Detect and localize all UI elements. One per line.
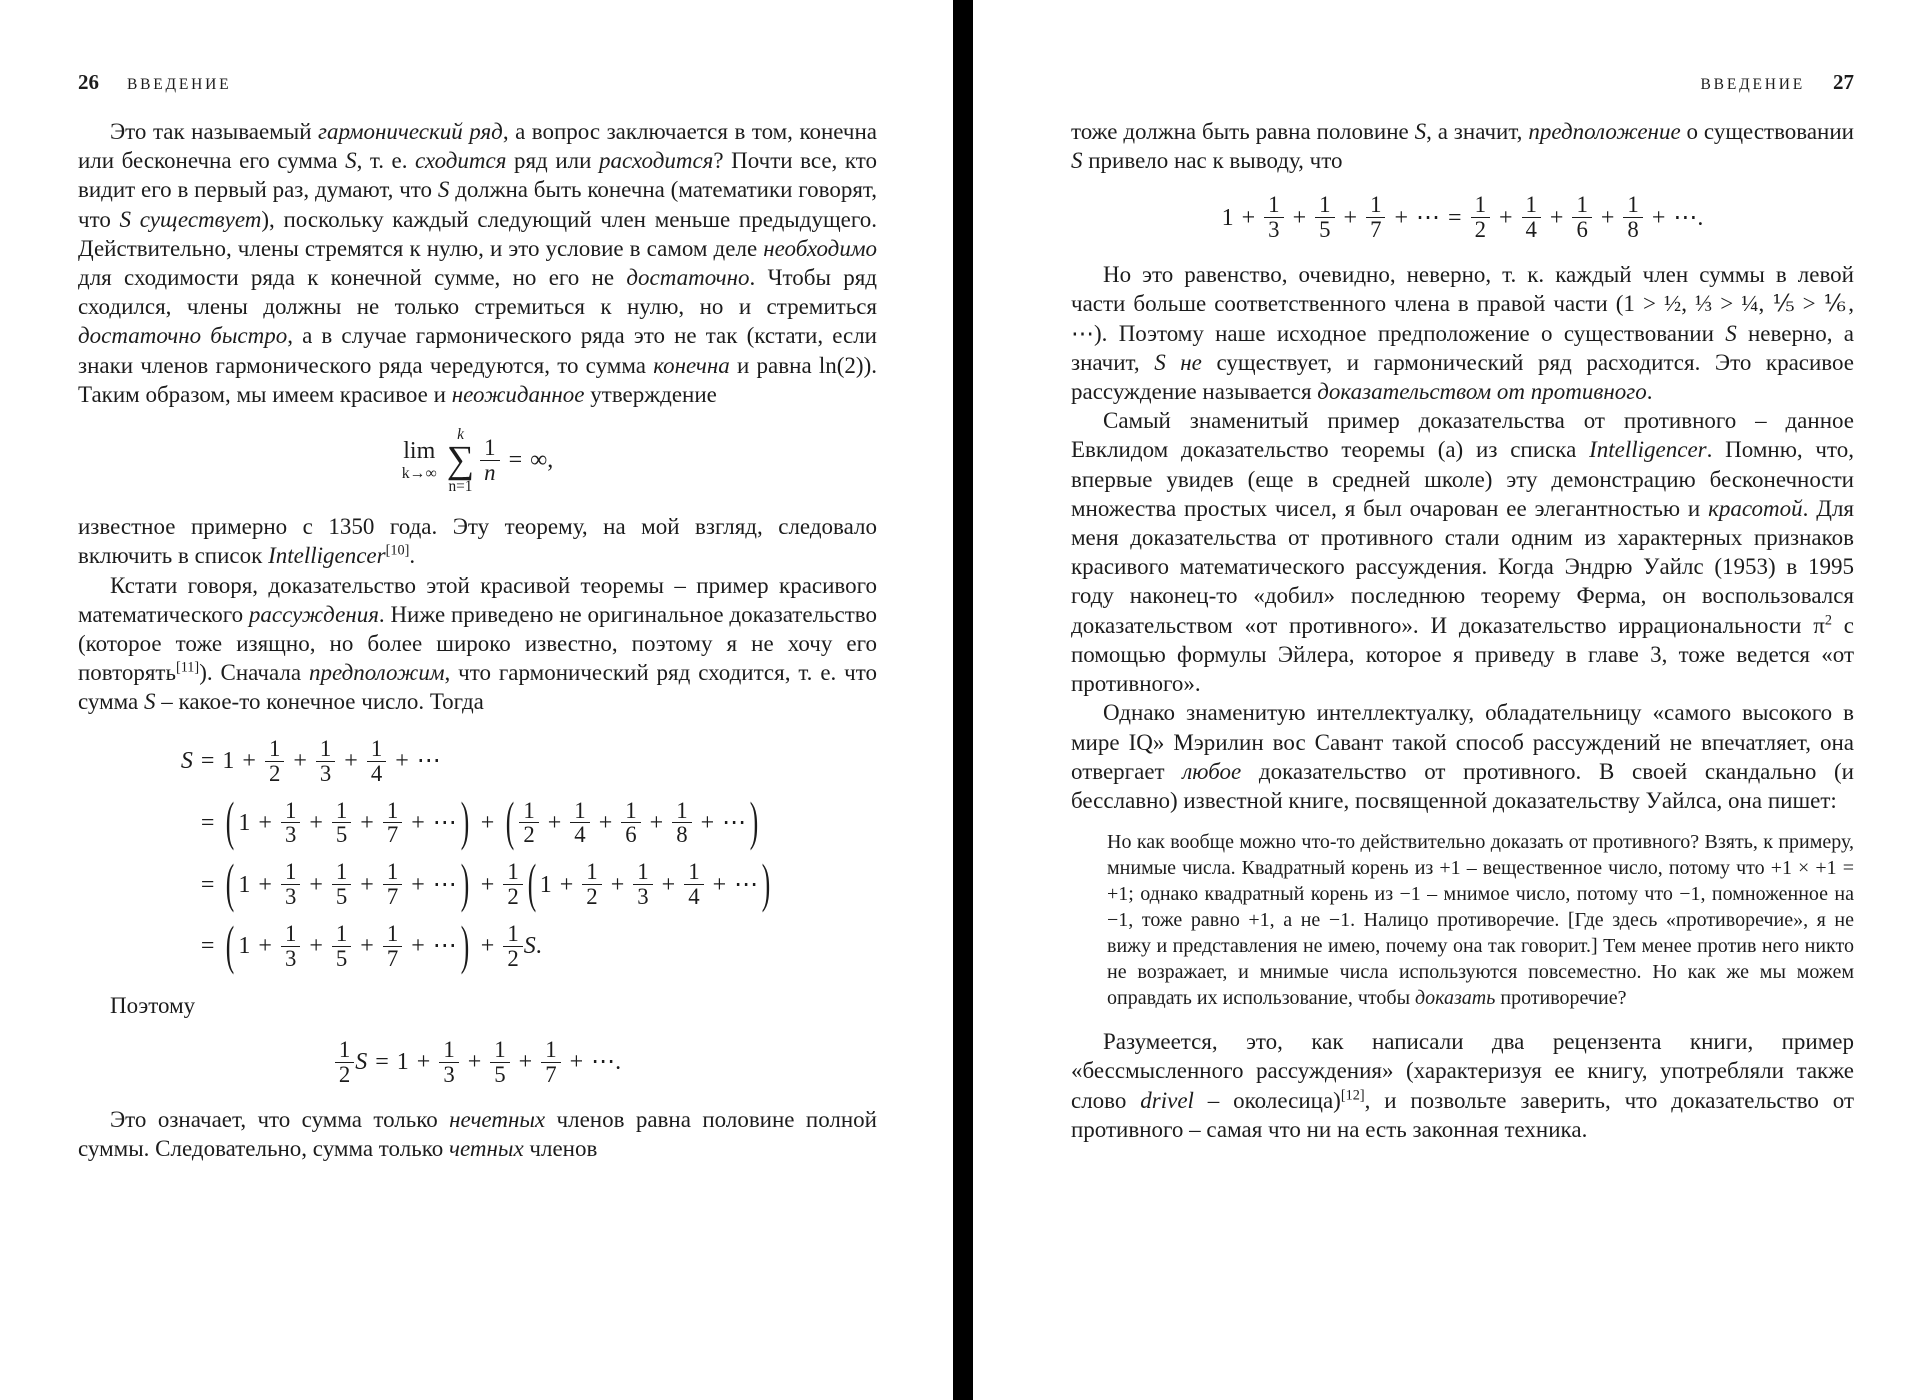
para-even-members-continuation: тоже должна быть равна половине S, а значит, предположение о существовании S привело нас к выводу, что xyxy=(1071,119,1854,174)
equation-line-rhs: = ( 1 + $\frac{1}{3}$ + $\frac{1}{5}$ + $\frac{1}{7}$ + ⋯ ) + ( 1 2 + $\frac{1}{4}$ + $\frac{1}{6}$ + $\frac{1}{8}$ + ⋯ ) xyxy=(200,792,759,852)
running-head-right xyxy=(1071,70,1854,95)
para-known-since-1350: известное примерно с 1350 года. Эту теорему, на мой взгляд, следовало включить в список Intelligencer[10]. xyxy=(78,514,877,569)
equation-array-s-decomposition xyxy=(78,735,877,976)
para-harmonic-series-intro: Это так называемый гармонический ряд, а вопрос заключается в том, конечна или бесконечна его сумма S, т. е. сходится ряд или расходится? Почти все, кто видит его в первый раз, думают, что S должна быть конечна (математики говорят, что S существует), поскольку каждый следующий член меньше предыдущего. Действительно, члены стремятся к нулю, и это условие в самом деле необходимо для сходимости ряда к конечной сумме, но его не достаточно. Чтобы ряд сходился, члены должны не только стремиться к нулю, но и стремиться достаточно быстро, а в случае гармонического ряда это не так (кстати, если знаки членов гармонического ряда чередуются, то сумма конечна и равна ln(2)). Таким образом, мы имеем красивое и неожиданное утверждение xyxy=(78,119,878,407)
equation-line-lhs xyxy=(181,860,193,909)
para-euclid-proof-example: Самый знаменитый пример доказательства от противного – данное Евклидом доказательство теоремы (а) из списка Intelligencer. Помню, что, впервые увидев (еще в средней школе) эту демонстрацию бесконечности множества простых чисел, я был очарован ее элегантностью и красотой. Для меня доказательства от противного стали одним из характерных признаков красивого математического рассуждения. Когда Эндрю Уайлс (1953) в 1995 году наконец-то «добил» последнюю теорему Ферма, он воспользовался доказательством «от противного». И доказательство иррациональности $\pi^2$ с помощью формулы Эйлера, которое я приведу в главе 3, тоже ведется «от противного». xyxy=(1071,408,1854,697)
page-left xyxy=(0,0,953,1400)
equation-line-lhs xyxy=(181,799,193,848)
running-title-left: ВВЕДЕНИЕ xyxy=(127,76,232,93)
page-right xyxy=(973,0,1930,1400)
formula-harmonic-divergence: lim k→∞ k ∑ n=1 $\frac{1}{n}$ = ∞, xyxy=(401,426,554,495)
equation-line-rhs: = ( 1 + $\frac{1}{3}$ + $\frac{1}{5}$ + $\frac{1}{7}$ + ⋯ ) + $\frac{1}{2}$ ( 1 + $\frac{1}{2}$ + $\frac{1}{3}$ + $\frac{1}{4}$ + ⋯ ) xyxy=(200,854,771,914)
para-proof-setup: Кстати говоря, доказательство этой красивой теоремы – пример красивого математического рассуждения. Ниже приведено не оригинальное доказательство (которое тоже изящно, но более широко известно, поэтому я не хочу его повторять[11]). Сначала предположим, что гармонический ряд сходится, т. е. что сумма S – какое-то конечное число. Тогда xyxy=(78,572,877,715)
page-gutter-divider xyxy=(953,0,973,1400)
equation-line-rhs: = ( 1 + $\frac{1}{3}$ + $\frac{1}{5}$ + $\frac{1}{7}$ + ⋯ ) + $\frac{1}{2}$ S . xyxy=(200,916,542,976)
para-reviewers-verdict: Разумеется, это, как написали два рецензента книги, пример «бессмысленного рассуждения» (характеризуя ее книгу, употребляли также слово drivel – околесица)[12], и позвольте заверить, что доказательство от противного – самая что ни на есть законная техника. xyxy=(1071,1029,1855,1142)
quote-vos-savant-book: Но как вообще можно что-то действительно доказать от противного? Взять, к примеру, мнимые числа. Квадратный корень из +1 – вещественное число, потому что +1 × +1 = +1; однако квадратный корень из −1 – мнимое число, потому что −1, помноженное на −1, тоже равно +1, а не −1. Налицо противоречие. [Где здесь «противоречие», я не вижу и представления не имею, почему она так говорит.] Тем менее против него никто не возражает, и мнимые числа используются повсеместно. Но как же мы можем оправдать их использование, чтобы доказать противоречие? xyxy=(1107,831,1854,1010)
formula-odd-equals-even: 1 + $\frac{1}{3}$ + $\frac{1}{5}$ + $\frac{1}{7}$ + ⋯ = $\frac{1}{2}$ + $\frac{1}{4}$ + $\frac{1}{6}$ + $\frac{1}{8}$ + ⋯. xyxy=(1221,192,1704,243)
formula-half-s-odd-sum: 1 2 S = 1 + $\frac{1}{3}$ + $\frac{1}{5}$ + $\frac{1}{7}$ + ⋯. xyxy=(78,1038,877,1087)
page-number-left: 26 xyxy=(78,70,99,94)
para-marilyn-vos-savant: Однако знаменитую интеллектуалку, обладательницу «самого высокого в мире IQ» Мэрилин вос Савант такой способ рассуждений не впечатляет, она отвергает любое доказательство от противного. В своей скандально (и бесславно) известной книге, посвященной доказательству Уайлса, она пишет: xyxy=(1071,700,1854,813)
page-left-body xyxy=(78,117,877,1163)
equation-line-lhs: S xyxy=(180,747,193,774)
equation-line-lhs xyxy=(181,922,193,971)
para-contradiction-argument: Но это равенство, очевидно, неверно, т. к. каждый член суммы в левой части больше соответственного члена в правой части (1 > ½, ⅓ > ¼, ⅕ > ⅙, ⋯). Поэтому наше исходное предположение о существовании S неверно, а значит, S не существует, и гармонический ряд расходится. Это красивое рассуждение называется доказательством от противного. xyxy=(1071,262,1855,405)
running-head-left xyxy=(78,70,877,95)
page-number-right: 27 xyxy=(1833,70,1854,94)
para-odd-members-half-sum: Это означает, что сумма только нечетных членов равна половине полной суммы. Следовательно, сумма только четных членов xyxy=(78,1107,877,1162)
page-right-body xyxy=(1071,117,1854,1144)
para-therefore: Поэтому xyxy=(110,993,196,1019)
running-title-right: ВВЕДЕНИЕ xyxy=(1700,76,1805,93)
equation-line-rhs: = 1 + $\frac{1}{2}$ + $\frac{1}{3}$ + $\frac{1}{4}$ + ⋯ xyxy=(200,735,441,786)
